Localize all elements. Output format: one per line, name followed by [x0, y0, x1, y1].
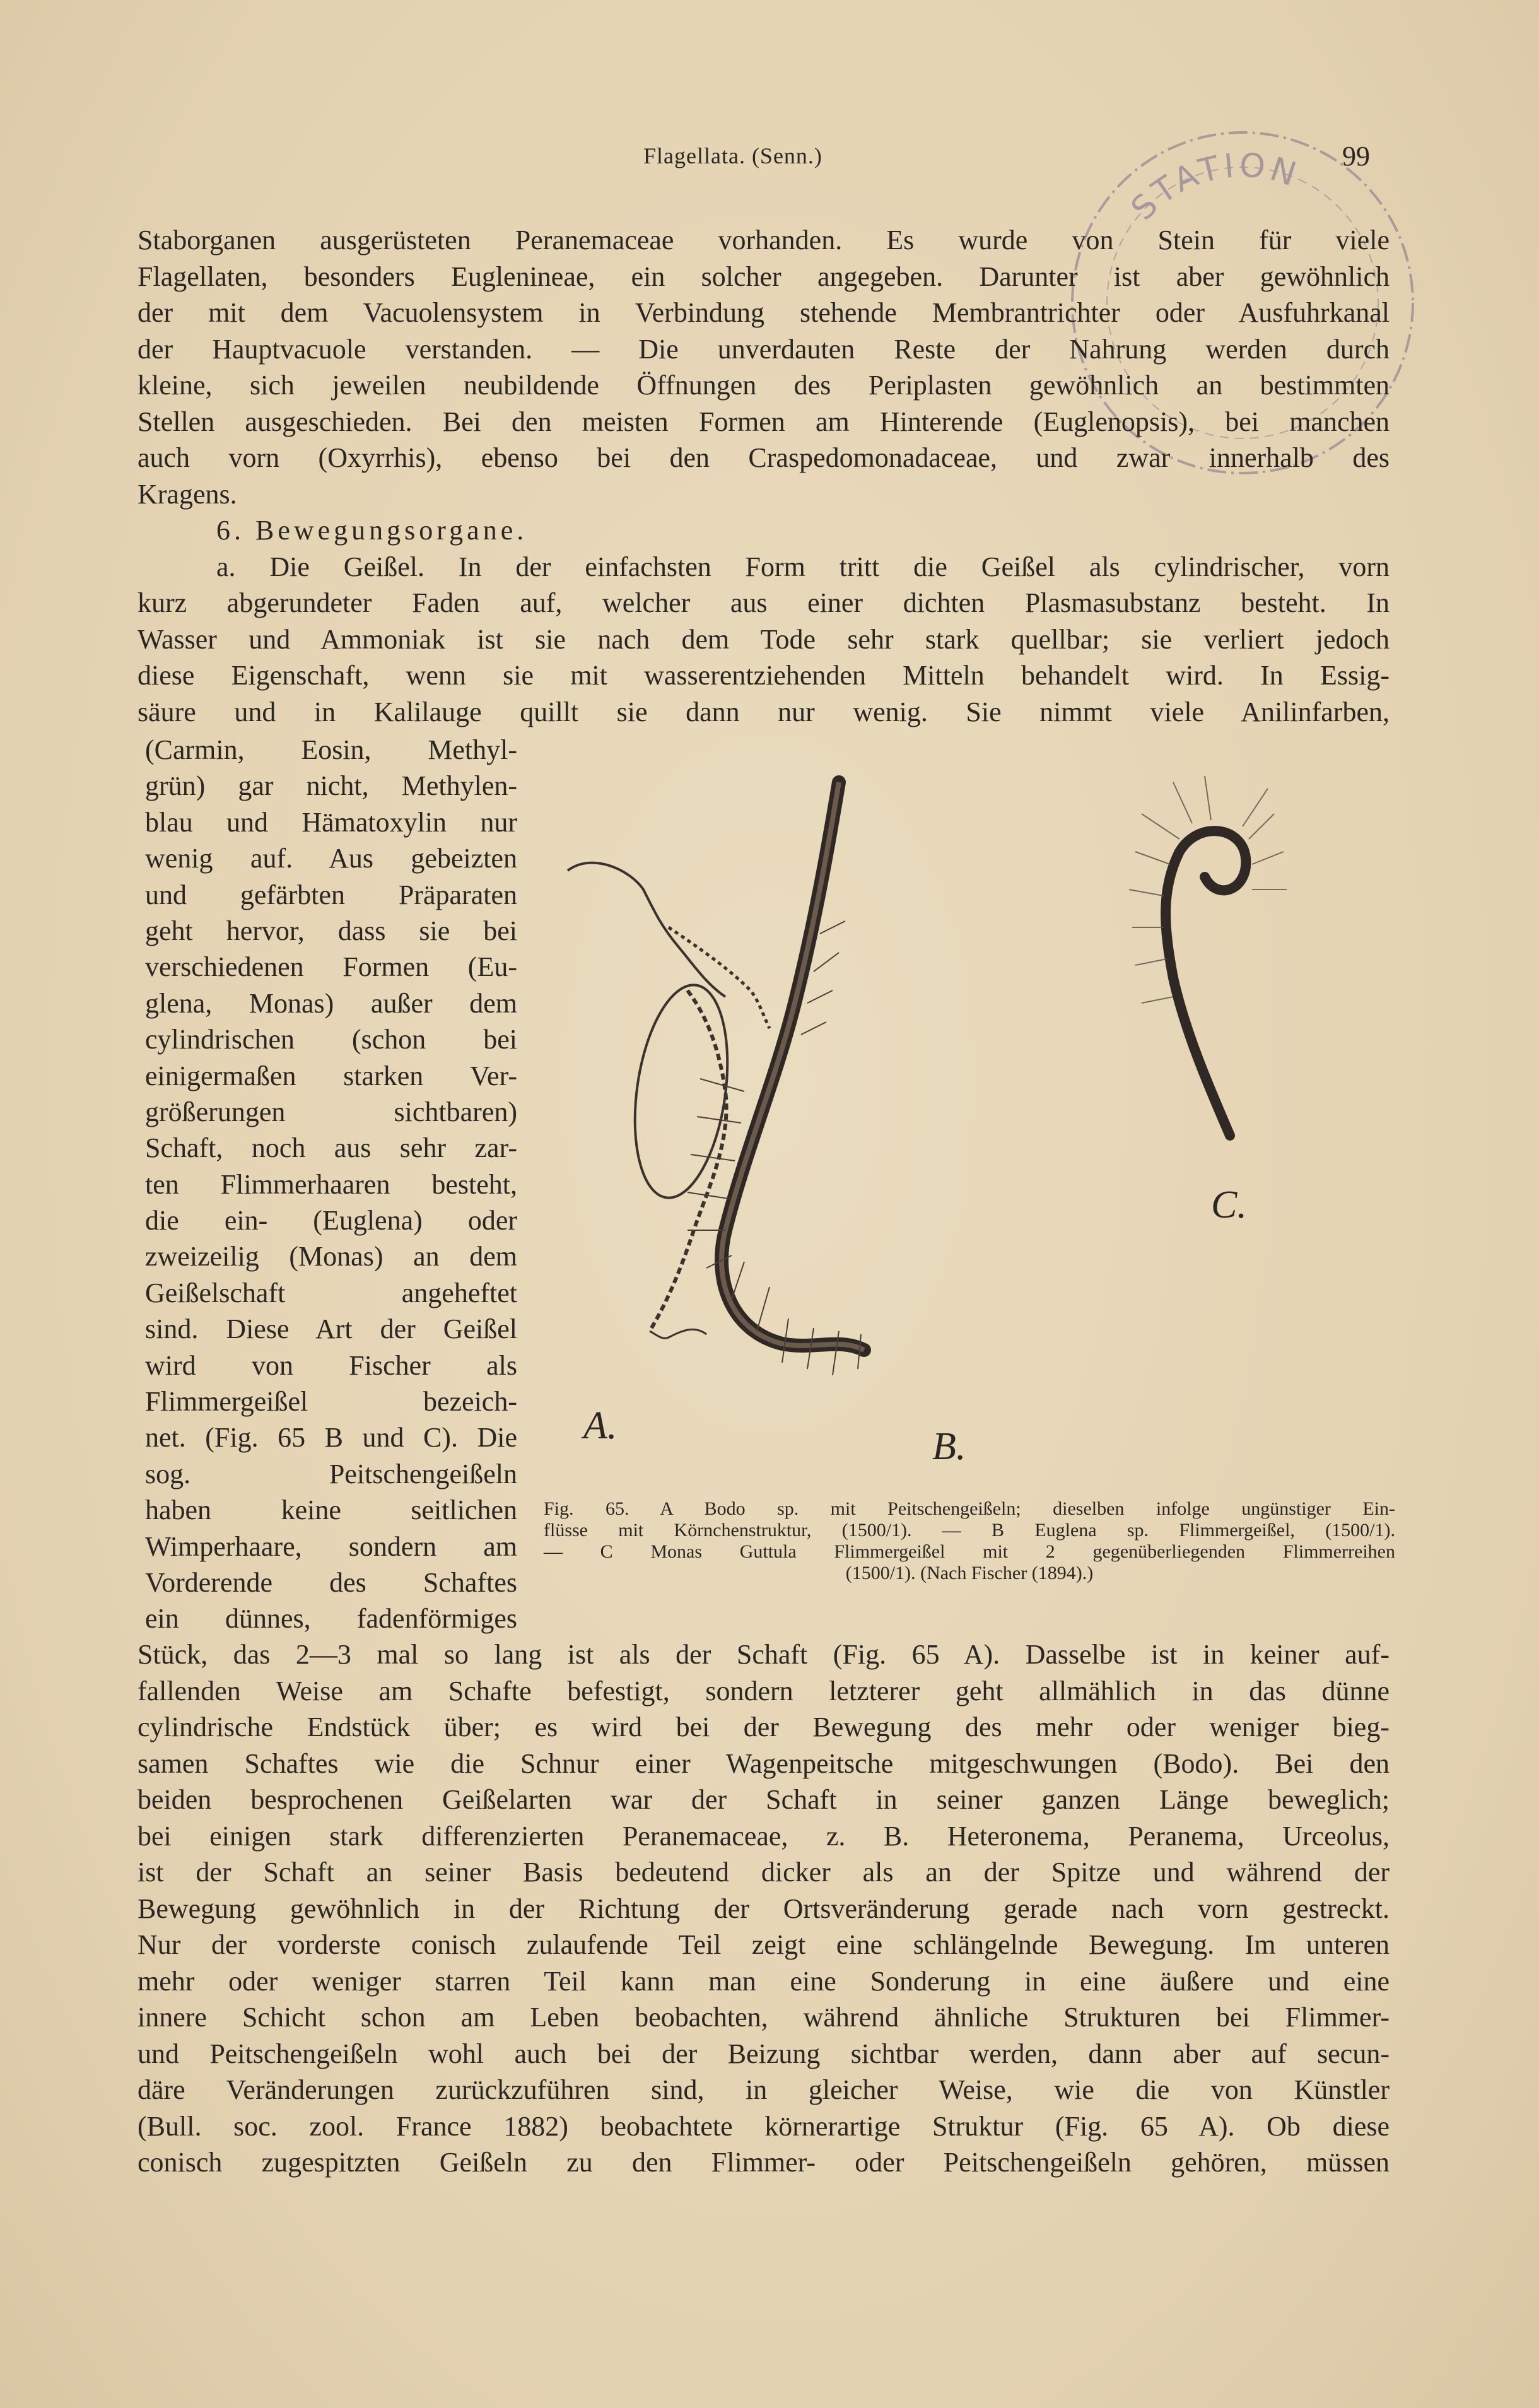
- text-line: Vorderende des Schaftes: [145, 1566, 517, 1598]
- text-line: sog. Peitschengeißeln: [145, 1458, 517, 1489]
- text-line: Kragens.: [138, 478, 237, 510]
- figure-caption: [544, 1498, 1395, 1584]
- text-line: sind. Diese Art der Geißel: [145, 1313, 517, 1345]
- text-line: glena, Monas) außer dem: [145, 987, 517, 1019]
- text-line: grün) gar nicht, Methylen-: [145, 770, 517, 802]
- running-head: Flagellata. (Senn.): [643, 143, 822, 168]
- text-line: (Carmin, Eosin, Methyl-: [145, 734, 517, 765]
- text-line: einigermaßen starken Ver-: [145, 1060, 517, 1091]
- text-line: haben keine seitlichen: [145, 1495, 517, 1526]
- text-line: die ein- (Euglena) oder: [145, 1205, 517, 1236]
- figure-label-c: C.: [1211, 1183, 1247, 1226]
- paragraph-top: [138, 222, 1390, 730]
- text-line: beiden besprochenen Geißelarten war der Schaft in seiner ganzen Länge beweglich;: [138, 1784, 1390, 1815]
- text-line: fallenden Weise am Schafte befestigt, sondern letzterer geht allmählich in das dünne: [138, 1675, 1390, 1706]
- text-line: und gefärbten Präparaten: [145, 879, 517, 910]
- text-line: und Peitschengeißeln wohl auch bei der Beizung sichtbar werden, dann aber auf secun-: [138, 2038, 1390, 2069]
- text-line: Bewegung gewöhnlich in der Richtung der Ortsveränderung gerade nach vorn gestreckt.: [138, 1893, 1390, 1924]
- page-number: 99: [1342, 141, 1370, 172]
- text-line: säure und in Kalilauge quillt sie dann nur wenig. Sie nimmt viele Anilinfarben,: [138, 696, 1390, 727]
- text-line: ten Flimmerhaaren besteht,: [145, 1168, 517, 1200]
- figure-label-a: A.: [583, 1404, 617, 1447]
- text-line: wird von Fischer als: [145, 1349, 517, 1381]
- text-line: innere Schicht schon am Leben beobachten, während ähnliche Strukturen bei Flimmer-: [138, 2002, 1390, 2033]
- caption-line: flüsse mit Körnchenstruktur, (1500/1). — B Euglena sp. Flimmergeißel, (1500/1).: [544, 1520, 1395, 1541]
- text-line: zweizeilig (Monas) an dem: [145, 1241, 517, 1272]
- text-line: größerungen sichtbaren): [145, 1096, 517, 1127]
- text-line: Flimmergeißel bezeich-: [145, 1386, 517, 1418]
- text-line: blau und Hämatoxylin nur: [145, 806, 517, 838]
- text-line: Staborganen ausgerüsteten Peranemaceae vorhanden. Es wurde von Stein für viele: [138, 225, 1390, 255]
- caption-line: (1500/1). (Nach Fischer (1894).): [845, 1563, 1094, 1583]
- text-line: auch vorn (Oxyrrhis), ebenso bei den Craspedomonadaceae, und zwar innerhalb des: [138, 442, 1390, 473]
- text-line: Stellen ausgeschieden. Bei den meisten Formen am Hinterende (Euglenopsis), bei manchen: [138, 406, 1390, 437]
- text-line: diese Eigenschaft, wenn sie mit wasserentziehenden Mitteln behandelt wird. In Essig-: [138, 660, 1390, 691]
- text-line: Stück, das 2—3 mal so lang ist als der Schaft (Fig. 65 A). Dasselbe ist in keiner auf-: [138, 1639, 1390, 1670]
- text-line: Schaft, noch aus sehr zar-: [145, 1132, 517, 1164]
- text-line: Wimperhaare, sondern am: [145, 1530, 517, 1562]
- text-line: verschiedenen Formen (Eu-: [145, 951, 517, 983]
- text-line: Nur der vorderste conisch zulaufende Teil zeigt eine schlängelnde Bewegung. Im unteren: [138, 1929, 1390, 1960]
- text-line: wenig auf. Aus gebeizten: [145, 843, 517, 874]
- paragraph-narrow: [145, 732, 517, 1637]
- text-line: samen Schaftes wie die Schnur einer Wagenpeitsche mitgeschwungen (Bodo). Bei den: [138, 1747, 1390, 1779]
- text-line: Geißelschaft angeheftet: [145, 1277, 517, 1308]
- caption-line: — C Monas Guttula Flimmergeißel mit 2 gegenüberliegenden Flimmerreihen: [544, 1541, 1395, 1562]
- text-line: (Bull. soc. zool. France 1882) beobachtete körnerartige Struktur (Fig. 65 A). Ob diese: [138, 2110, 1390, 2142]
- text-line: der Hauptvacuole verstanden. — Die unverdauten Reste der Nahrung werden durch: [138, 333, 1390, 365]
- figure-a-bodo: [568, 863, 770, 1339]
- paragraph-bottom: [138, 1636, 1390, 2181]
- text-line: net. (Fig. 65 B und C). Die: [145, 1422, 517, 1454]
- text-line: kurz abgerundeter Faden auf, welcher aus einer dichten Plasmasubstanz besteht. In: [138, 587, 1390, 618]
- text-line: cylindrische Endstück über; es wird bei der Bewegung des mehr oder weniger bieg-: [138, 1712, 1390, 1742]
- text-line: ein dünnes, fadenförmiges: [145, 1603, 517, 1635]
- text-line: mehr oder weniger starren Teil kann man eine Sonderung in eine äußere und eine: [138, 1965, 1390, 1997]
- text-line: Flagellaten, besonders Euglenineae, ein solcher angegeben. Darunter ist aber gewöhnlich: [138, 261, 1390, 292]
- text-line: conisch zugespitzten Geißeln zu den Flimmer- oder Peitschengeißeln gehören, müssen: [138, 2147, 1390, 2178]
- text-line: bei einigen stark differenzierten Peranemaceae, z. B. Heteronema, Peranema, Urceolus,: [138, 1820, 1390, 1852]
- section-heading: 6. Bewegungsorgane.: [216, 515, 528, 546]
- text-line: ist der Schaft an seiner Basis bedeutend dicker als an der Spitze und während der: [138, 1857, 1390, 1888]
- figure-b-euglena: [688, 782, 864, 1375]
- text-line: geht hervor, dass sie bei: [145, 915, 517, 946]
- text-line: a. Die Geißel. In der einfachsten Form tritt die Geißel als cylindrischer, vorn: [216, 551, 1390, 582]
- stamp-text: STATION: [1124, 146, 1304, 228]
- caption-line: Fig. 65. A Bodo sp. mit Peitschengeißeln; dieselben infolge ungünstiger Ein-: [544, 1498, 1395, 1519]
- figure-label-b: B.: [932, 1425, 966, 1468]
- figure-65-illustration: [542, 763, 1413, 1489]
- figure-c-monas: [1129, 776, 1287, 1136]
- text-line: der mit dem Vacuolensystem in Verbindung stehende Membrantrichter oder Ausfuhrkanal: [138, 297, 1390, 328]
- text-line: cylindrischen (schon bei: [145, 1024, 517, 1055]
- text-line: Wasser und Ammoniak ist sie nach dem Tode sehr stark quellbar; sie verliert jedoch: [138, 623, 1390, 655]
- text-line: däre Veränderungen zurückzuführen sind, in gleicher Weise, wie die von Künstler: [138, 2074, 1390, 2105]
- text-line: kleine, sich jeweilen neubildende Öffnungen des Periplasten gewöhnlich an bestimmten: [138, 370, 1390, 401]
